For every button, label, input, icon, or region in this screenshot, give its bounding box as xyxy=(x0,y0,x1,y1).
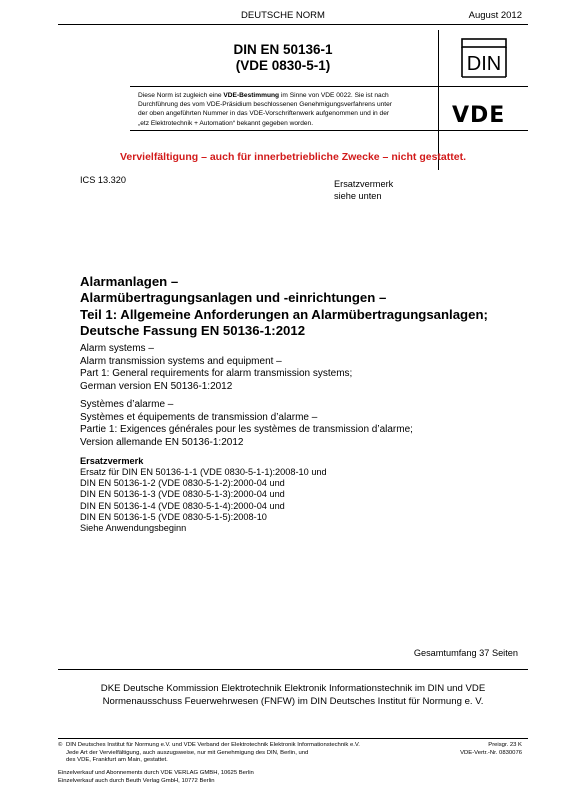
copyright-line: DIN Deutsches Institut für Normung e.V. und VDE Verband der Elektrotechnik Elektronik Informationstechnik e.V. xyxy=(66,742,360,748)
replacement-note-line: Ersatzvermerk xyxy=(334,179,394,189)
replacement-note-line: siehe unten xyxy=(334,191,382,201)
ersatzvermerk-line: DIN EN 50136-1-3 (VDE 0830-5-1-3):2000-04 und xyxy=(80,489,285,500)
copyright-line: Jede Art der Vervielfältigung, auch auszugsweise, nur mit Genehmigung des DIN, Berlin, und xyxy=(66,749,309,756)
ersatzvermerk-line: Ersatz für DIN EN 50136-1-1 (VDE 0830-5-1-1):2008-10 und xyxy=(80,467,327,477)
title-line: Systèmes d’alarme – xyxy=(80,399,174,410)
din-logo-text: DIN xyxy=(466,53,502,75)
publication-date: August 2012 xyxy=(468,10,522,21)
copyright-block xyxy=(58,742,438,765)
title-line: Alarmanlagen – xyxy=(80,274,179,289)
block-divider-lower xyxy=(130,130,528,131)
vde-logo: VDE xyxy=(452,103,506,128)
document-type: DEUTSCHE NORM xyxy=(241,10,325,21)
logo-divider xyxy=(438,30,439,170)
title-line: Alarmübertragungsanlagen und -einrichtungen – xyxy=(80,290,387,306)
title-line: Systèmes et équipements de transmission d’alarme – xyxy=(80,411,318,423)
price-info xyxy=(460,742,522,757)
footer-divider xyxy=(58,669,528,670)
vde-order-number: VDE-Vertr.-Nr. 0830076 xyxy=(460,749,522,756)
sales-info xyxy=(58,770,254,785)
standard-number-block xyxy=(130,42,436,74)
ersatzvermerk-line: Siehe Anwendungsbeginn xyxy=(80,523,187,534)
ersatzvermerk-list xyxy=(80,467,327,534)
notice-line: Durchführung des vom VDE-Präsidium beschlossenen Genehmigungsverfahrens unter xyxy=(138,101,392,109)
committee-info xyxy=(58,683,528,708)
standard-number: DIN EN 50136-1 xyxy=(233,42,333,57)
title-french xyxy=(80,399,520,449)
sales-line: Einzelverkauf und Abonnements durch VDE VERLAG GMBH, 10625 Berlin xyxy=(58,770,254,776)
title-line: Version allemande EN 50136-1:2012 xyxy=(80,436,244,448)
replacement-note xyxy=(334,178,393,202)
notice-line: „etz Elektrotechnik + Automation“ bekannt gegeben worden. xyxy=(138,119,314,127)
reproduction-warning: Vervielfältigung – auch für innerbetriebliche Zwecke – nicht gestattet. xyxy=(119,151,466,163)
title-line: Partie 1: Exigences générales pour les systèmes de transmission d’alarme; xyxy=(80,424,413,436)
notice-line: Diese Norm ist zugleich eine VDE-Bestimmung im Sinne von VDE 0022. Sie ist nach xyxy=(138,92,389,99)
title-line: Deutsche Fassung EN 50136-1:2012 xyxy=(80,323,306,339)
copyright-symbol: © xyxy=(58,742,63,748)
title-line: Alarm systems – xyxy=(80,343,154,354)
title-line: German version EN 50136-1:2012 xyxy=(80,380,233,392)
ersatzvermerk-line: DIN EN 50136-1-4 (VDE 0830-5-1-4):2000-04 und xyxy=(80,500,285,511)
title-german xyxy=(80,274,520,340)
title-line: Teil 1: Allgemeine Anforderungen an Alarmübertragungsanlagen; xyxy=(80,306,488,322)
committee-line: Normenausschuss Feuerwehrwesen (FNFW) im DIN Deutsches Institut für Normung e. V. xyxy=(102,695,484,707)
din-logo xyxy=(461,38,507,78)
block-divider xyxy=(130,86,528,87)
header-divider xyxy=(58,24,528,25)
sales-line: Einzelverkauf auch durch Beuth Verlag GmbH, 10772 Berlin xyxy=(58,777,215,784)
ersatzvermerk-line: DIN EN 50136-1-2 (VDE 0830-5-1-2):2000-04 und xyxy=(80,478,285,489)
price-group: Preisgr. 23 K xyxy=(488,742,522,748)
ersatzvermerk-line: DIN EN 50136-1-5 (VDE 0830-5-1-5):2008-10 xyxy=(80,511,267,522)
footer-divider-lower xyxy=(58,738,528,739)
vde-notice xyxy=(138,91,434,128)
notice-line: der oben angeführten Nummer in das VDE-Vorschriftenwerk aufgenommen und in der xyxy=(138,110,390,118)
ics-code: ICS 13.320 xyxy=(80,175,126,185)
title-english xyxy=(80,343,520,393)
title-line: Alarm transmission systems and equipment – xyxy=(80,355,282,367)
committee-line: DKE Deutsche Kommission Elektrotechnik Elektronik Informationstechnik im DIN und VDE xyxy=(100,683,486,694)
vde-number: (VDE 0830-5-1) xyxy=(235,58,331,73)
title-line: Part 1: General requirements for alarm transmission systems; xyxy=(80,368,353,380)
ersatzvermerk-heading: Ersatzvermerk xyxy=(80,456,144,466)
copyright-line: des VDE, Frankfurt am Main, gestattet. xyxy=(66,757,168,763)
total-pages: Gesamtumfang 37 Seiten xyxy=(413,648,518,658)
